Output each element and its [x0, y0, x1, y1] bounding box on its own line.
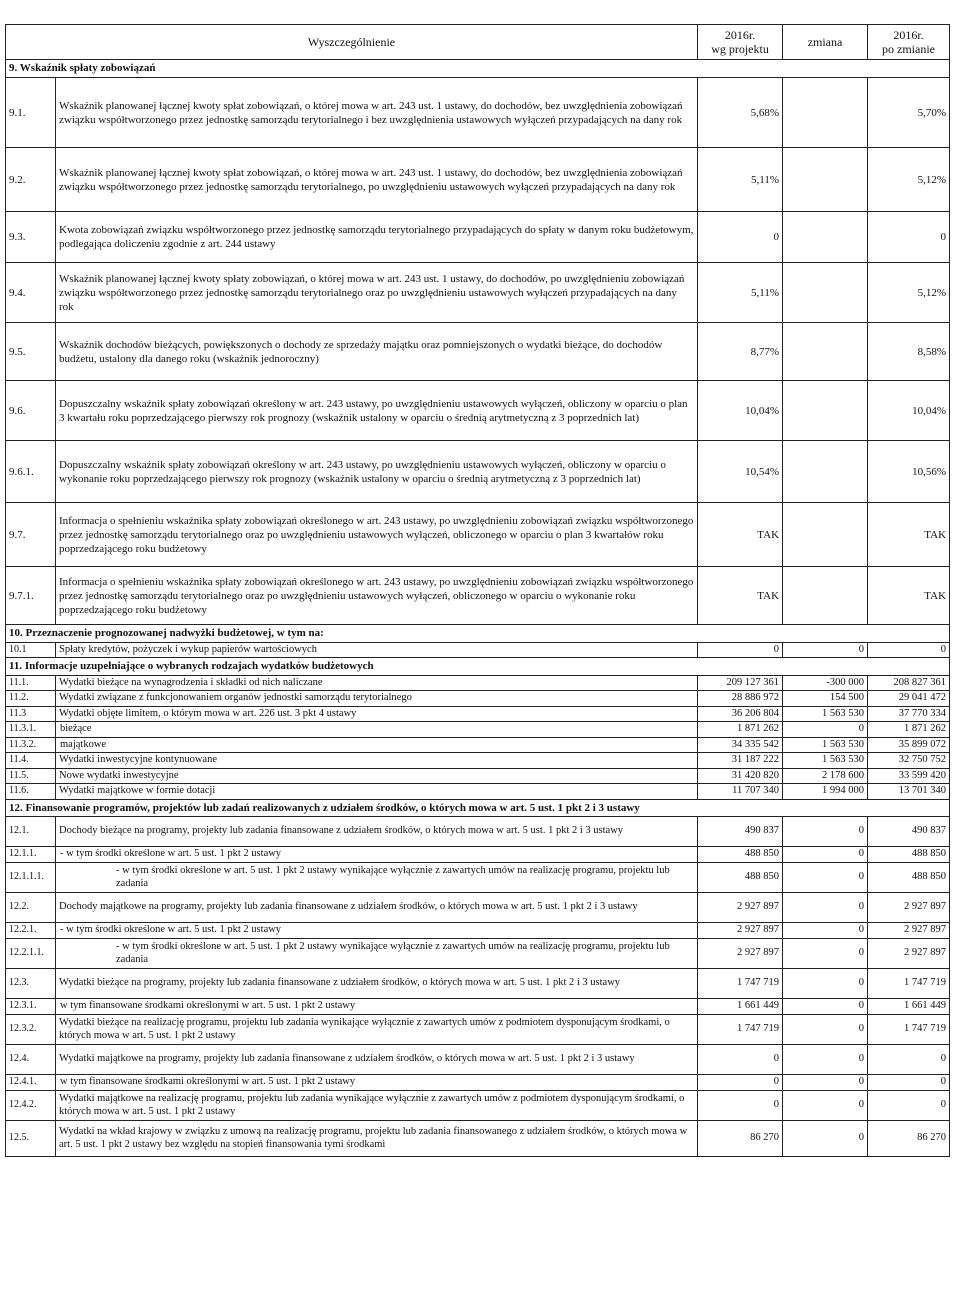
value-plan: TAK — [698, 503, 783, 567]
row-number: 12.2.1. — [6, 923, 56, 939]
header-plan: 2016r. wg projektu — [698, 25, 783, 60]
row-description: Dochody majątkowe na programy, projekty lub zadania finansowane z udziałem środków, o których mowa w art. 5 ust. 1 pkt 2 i 3 ustawy — [56, 893, 698, 923]
value-plan: 36 206 804 — [698, 706, 783, 722]
value-change: 0 — [783, 1075, 868, 1091]
value-plan: 488 850 — [698, 863, 783, 893]
row-description: bieżące — [56, 722, 698, 738]
value-change: 0 — [783, 969, 868, 999]
table-row — [6, 706, 950, 722]
row-number: 9.4. — [6, 263, 56, 323]
row-description: Informacja o spełnieniu wskaźnika spłaty zobowiązań określonego w art. 243 ustawy, po uwzględnieniu zobowiązań związku współtworzonego przez jednostkę samorządu terytorialnego oraz po uwzględnieniu ustawowych wyłączeń, obliczonego w oparciu o plan 3 kwartałów roku poprzedzającego roku budżetowy — [56, 503, 698, 567]
value-after-change: 5,12% — [868, 148, 950, 212]
value-change: 1 994 000 — [783, 784, 868, 800]
value-plan: 8,77% — [698, 323, 783, 381]
indicator-row — [6, 441, 950, 503]
row-number: 12.2. — [6, 893, 56, 923]
row-number: 12.1. — [6, 817, 56, 847]
row-description: Kwota zobowiązań związku współtworzonego przez jednostkę samorządu terytorialnego przypadających do spłaty w danym roku budżetowym, podlegająca doliczeniu zgodnie z art. 244 ustawy — [56, 212, 698, 263]
row-description: Wskaźnik planowanej łącznej kwoty spłat zobowiązań, o której mowa w art. 243 ust. 1 ustawy, do dochodów, bez uwzględnienia zobowiązań związku współtworzonego przez jednostkę samorządu terytorialnego, po uwzględnieniu ustawowych wyłączeń przypadających na dany rok — [56, 148, 698, 212]
value-change — [783, 323, 868, 381]
value-after-change: 29 041 472 — [868, 691, 950, 707]
table-row — [6, 969, 950, 999]
table-row — [6, 737, 950, 753]
value-plan: 1 871 262 — [698, 722, 783, 738]
row-number: 11.3.1. — [6, 722, 56, 738]
table-row — [6, 817, 950, 847]
row-description: Wskaźnik dochodów bieżących, powiększonych o dochody ze sprzedaży majątku oraz pomniejszonych o wydatki bieżące, do dochodów budżetu, ustalony dla danego roku (wskaźnik jednoroczny) — [56, 323, 698, 381]
section-title-row — [6, 60, 950, 78]
value-change: 0 — [783, 893, 868, 923]
row-number: 11.1. — [6, 675, 56, 691]
value-after-change: 33 599 420 — [868, 768, 950, 784]
value-after-change: 2 927 897 — [868, 893, 950, 923]
value-plan: 488 850 — [698, 847, 783, 863]
budget-indicators-sheet — [5, 24, 949, 1157]
value-after-change: 1 747 719 — [868, 969, 950, 999]
table-row — [6, 753, 950, 769]
section-title-row — [6, 799, 950, 817]
row-number: 11.3 — [6, 706, 56, 722]
value-plan: 5,68% — [698, 78, 783, 148]
value-after-change: 488 850 — [868, 863, 950, 893]
row-number: 9.7. — [6, 503, 56, 567]
row-description: Wskaźnik planowanej łącznej kwoty spłat zobowiązań, o której mowa w art. 243 ust. 1 ustawy, do dochodów, bez uwzględnienia zobowiązań związku współtworzonego przez jednostkę samorządu terytorialnego i bez uwzględnienia ustawowych wyłączeń przypadających na dany rok — [56, 78, 698, 148]
section-title-row — [6, 658, 950, 676]
value-after-change: 0 — [868, 1091, 950, 1121]
table-row — [6, 1015, 950, 1045]
value-plan: 0 — [698, 1045, 783, 1075]
row-number: 12.1.1. — [6, 847, 56, 863]
value-after-change: 0 — [868, 1045, 950, 1075]
value-change: 0 — [783, 1045, 868, 1075]
value-after-change: 10,04% — [868, 381, 950, 441]
row-number: 12.3.1. — [6, 999, 56, 1015]
row-number: 11.3.2. — [6, 737, 56, 753]
table-row — [6, 768, 950, 784]
table-row — [6, 893, 950, 923]
row-description: Spłaty kredytów, pożyczek i wykup papierów wartościowych — [56, 642, 698, 658]
header-description: Wyszczególnienie — [6, 25, 698, 60]
table-row — [6, 939, 950, 969]
value-change — [783, 567, 868, 625]
row-description: Wydatki związane z funkcjonowaniem organów jednostki samorządu terytorialnego — [56, 691, 698, 707]
row-number: 11.5. — [6, 768, 56, 784]
row-number: 12.4.2. — [6, 1091, 56, 1121]
row-description: Dochody bieżące na programy, projekty lub zadania finansowane z udziałem środków, o których mowa w art. 5 ust. 1 pkt 2 i 3 ustawy — [56, 817, 698, 847]
value-after-change: TAK — [868, 567, 950, 625]
table-row — [6, 691, 950, 707]
row-number: 9.6. — [6, 381, 56, 441]
value-change — [783, 78, 868, 148]
row-number: 12.5. — [6, 1121, 56, 1157]
value-plan: 209 127 361 — [698, 675, 783, 691]
row-description: Informacja o spełnieniu wskaźnika spłaty zobowiązań określonego w art. 243 ustawy, po uwzględnieniu zobowiązań związku współtworzonego przez jednostkę samorządu terytorialnego oraz po uwzględnieniu ustawowych wyłączeń, obliczonego w oparciu o wykonanie roku poprzedzającego roku budżetowy — [56, 567, 698, 625]
value-after-change: 5,70% — [868, 78, 950, 148]
indicator-row — [6, 212, 950, 263]
value-after-change: 86 270 — [868, 1121, 950, 1157]
row-description: - w tym środki określone w art. 5 ust. 1 pkt 2 ustawy wynikające wyłącznie z zawartych umów na realizację programu, projektu lub zadania — [56, 863, 698, 893]
table-row — [6, 675, 950, 691]
row-description: Wydatki bieżące na realizację programu, projektu lub zadania wynikające wyłącznie z zawartych umów z podmiotem dysponującym środkami, o których mowa w art. 5 ust. 1 pkt 2 ustawy — [56, 1015, 698, 1045]
table-row — [6, 999, 950, 1015]
table-row — [6, 642, 950, 658]
row-description: Wskaźnik planowanej łącznej kwoty spłaty zobowiązań, o której mowa w art. 243 ust. 1 ustawy, do dochodów, po uwzględnieniu zobowiązań związku współtworzonego przez jednostkę samorządu terytorialnego oraz po uwzględnieniu ustawowych wyłączeń przypadających na dany rok — [56, 263, 698, 323]
row-number: 11.2. — [6, 691, 56, 707]
value-change — [783, 441, 868, 503]
row-description: Wydatki majątkowe na programy, projekty lub zadania finansowane z udziałem środków, o których mowa w art. 5 ust. 1 pkt 2 i 3 ustawy — [56, 1045, 698, 1075]
value-plan: 2 927 897 — [698, 893, 783, 923]
value-plan: 10,04% — [698, 381, 783, 441]
section-title: 11. Informacje uzupełniające o wybranych rodzajach wydatków budżetowych — [6, 658, 950, 676]
row-number: 9.6.1. — [6, 441, 56, 503]
value-change: 0 — [783, 1121, 868, 1157]
value-change: 0 — [783, 923, 868, 939]
section-title: 9. Wskaźnik spłaty zobowiązań — [6, 60, 950, 78]
section-title: 12. Finansowanie programów, projektów lub zadań realizowanych z udziałem środków, o których mowa w art. 5 ust. 1 pkt 2 i 3 ustawy — [6, 799, 950, 817]
table-row — [6, 923, 950, 939]
value-after-change: 2 927 897 — [868, 923, 950, 939]
value-change: 1 563 530 — [783, 706, 868, 722]
indicator-row — [6, 381, 950, 441]
value-after-change: 0 — [868, 1075, 950, 1091]
table-row — [6, 784, 950, 800]
table-row — [6, 1075, 950, 1091]
row-number: 9.1. — [6, 78, 56, 148]
value-plan: 1 661 449 — [698, 999, 783, 1015]
row-description: Nowe wydatki inwestycyjne — [56, 768, 698, 784]
value-change: 0 — [783, 1091, 868, 1121]
row-number: 12.3. — [6, 969, 56, 999]
row-number: 10.1 — [6, 642, 56, 658]
value-after-change: 1 747 719 — [868, 1015, 950, 1045]
budget-table — [5, 24, 950, 1157]
value-plan: 490 837 — [698, 817, 783, 847]
row-description: majątkowe — [56, 737, 698, 753]
value-plan: 5,11% — [698, 263, 783, 323]
value-plan: 0 — [698, 1091, 783, 1121]
value-change: 0 — [783, 999, 868, 1015]
value-change — [783, 263, 868, 323]
row-description: w tym finansowane środkami określonymi w art. 5 ust. 1 pkt 2 ustawy — [56, 999, 698, 1015]
row-description: Dopuszczalny wskaźnik spłaty zobowiązań określony w art. 243 ustawy, po uwzględnieniu ustawowych wyłączeń, obliczony w oparciu o plan 3 kwartału roku poprzedzającego pierwszy rok prognozy (wskaźnik ustalony w oparciu o średnią arytmetyczną z 3 poprzednich lat) — [56, 381, 698, 441]
row-description: Dopuszczalny wskaźnik spłaty zobowiązań określony w art. 243 ustawy, po uwzględnieniu ustawowych wyłączeń, obliczony w oparciu o wykonanie roku poprzedzającego pierwszy rok prognozy (wskaźnik ustalony w oparciu o średnią arytmetyczną z 3 poprzednich lat) — [56, 441, 698, 503]
row-description: w tym finansowane środkami określonymi w art. 5 ust. 1 pkt 2 ustawy — [56, 1075, 698, 1091]
indicator-row — [6, 323, 950, 381]
table-row — [6, 722, 950, 738]
value-after-change: 0 — [868, 212, 950, 263]
row-description: Wydatki na wkład krajowy w związku z umową na realizację programu, projektu lub zadania finansowanego z udziałem środków, o których mowa w art. 5 ust. 1 pkt 2 ustawy bez względu na stopień finansowania tymi środkami — [56, 1121, 698, 1157]
row-description: Wydatki inwestycyjne kontynuowane — [56, 753, 698, 769]
row-number: 11.4. — [6, 753, 56, 769]
row-description: - w tym środki określone w art. 5 ust. 1 pkt 2 ustawy — [56, 923, 698, 939]
value-change: 0 — [783, 1015, 868, 1045]
row-description: Wydatki bieżące na programy, projekty lub zadania finansowane z udziałem środków, o których mowa w art. 5 ust. 1 pkt 2 i 3 ustawy — [56, 969, 698, 999]
value-change: 0 — [783, 847, 868, 863]
value-plan: 2 927 897 — [698, 939, 783, 969]
value-plan: TAK — [698, 567, 783, 625]
table-row — [6, 1121, 950, 1157]
value-after-change: 8,58% — [868, 323, 950, 381]
row-description: Wydatki bieżące na wynagrodzenia i składki od nich naliczane — [56, 675, 698, 691]
value-after-change: 32 750 752 — [868, 753, 950, 769]
table-row — [6, 847, 950, 863]
value-plan: 10,54% — [698, 441, 783, 503]
indicator-row — [6, 567, 950, 625]
value-plan: 2 927 897 — [698, 923, 783, 939]
section-title-row — [6, 625, 950, 643]
table-row — [6, 863, 950, 893]
value-after-change: 10,56% — [868, 441, 950, 503]
row-number: 9.2. — [6, 148, 56, 212]
value-plan: 0 — [698, 642, 783, 658]
row-number: 12.3.2. — [6, 1015, 56, 1045]
table-row — [6, 1045, 950, 1075]
value-change: 154 500 — [783, 691, 868, 707]
value-change: 1 563 530 — [783, 753, 868, 769]
value-change: -300 000 — [783, 675, 868, 691]
value-plan: 34 335 542 — [698, 737, 783, 753]
row-description: - w tym środki określone w art. 5 ust. 1 pkt 2 ustawy — [56, 847, 698, 863]
value-after-change: 35 899 072 — [868, 737, 950, 753]
indicator-row — [6, 78, 950, 148]
value-after-change: 488 850 — [868, 847, 950, 863]
value-plan: 11 707 340 — [698, 784, 783, 800]
value-change — [783, 503, 868, 567]
value-change: 0 — [783, 722, 868, 738]
value-plan: 0 — [698, 212, 783, 263]
value-after-change: 1 661 449 — [868, 999, 950, 1015]
value-plan: 86 270 — [698, 1121, 783, 1157]
indicator-row — [6, 263, 950, 323]
value-plan: 31 420 820 — [698, 768, 783, 784]
value-plan: 31 187 222 — [698, 753, 783, 769]
value-change: 0 — [783, 817, 868, 847]
indicator-row — [6, 503, 950, 567]
value-plan: 28 886 972 — [698, 691, 783, 707]
header-row — [6, 25, 950, 60]
row-description: Wydatki majątkowe na realizację programu, projektu lub zadania wynikające wyłącznie z zawartych umów z podmiotem dysponującym środkami, o których mowa w art. 5 ust. 1 pkt 2 ustawy — [56, 1091, 698, 1121]
value-change: 2 178 600 — [783, 768, 868, 784]
value-change — [783, 381, 868, 441]
value-change — [783, 148, 868, 212]
table-row — [6, 1091, 950, 1121]
row-number: 12.4. — [6, 1045, 56, 1075]
row-number: 12.2.1.1. — [6, 939, 56, 969]
value-change: 0 — [783, 642, 868, 658]
row-description: - w tym środki określone w art. 5 ust. 1 pkt 2 ustawy wynikające wyłącznie z zawartych umów na realizację programu, projektu lub zadania — [56, 939, 698, 969]
header-change: zmiana — [783, 25, 868, 60]
header-after-change: 2016r. po zmianie — [868, 25, 950, 60]
value-change: 1 563 530 — [783, 737, 868, 753]
indicator-row — [6, 148, 950, 212]
row-description: Wydatki objęte limitem, o którym mowa w art. 226 ust. 3 pkt 4 ustawy — [56, 706, 698, 722]
value-after-change: 0 — [868, 642, 950, 658]
row-description: Wydatki majątkowe w formie dotacji — [56, 784, 698, 800]
row-number: 11.6. — [6, 784, 56, 800]
value-after-change: 490 837 — [868, 817, 950, 847]
value-after-change: 37 770 334 — [868, 706, 950, 722]
row-number: 12.4.1. — [6, 1075, 56, 1091]
value-change: 0 — [783, 863, 868, 893]
section-title: 10. Przeznaczenie prognozowanej nadwyżki budżetowej, w tym na: — [6, 625, 950, 643]
value-after-change: 1 871 262 — [868, 722, 950, 738]
row-number: 12.1.1.1. — [6, 863, 56, 893]
value-after-change: TAK — [868, 503, 950, 567]
value-after-change: 13 701 340 — [868, 784, 950, 800]
row-number: 9.5. — [6, 323, 56, 381]
value-change — [783, 212, 868, 263]
value-plan: 1 747 719 — [698, 969, 783, 999]
row-number: 9.3. — [6, 212, 56, 263]
value-after-change: 5,12% — [868, 263, 950, 323]
value-change: 0 — [783, 939, 868, 969]
value-plan: 5,11% — [698, 148, 783, 212]
row-number: 9.7.1. — [6, 567, 56, 625]
value-plan: 1 747 719 — [698, 1015, 783, 1045]
value-after-change: 208 827 361 — [868, 675, 950, 691]
value-after-change: 2 927 897 — [868, 939, 950, 969]
value-plan: 0 — [698, 1075, 783, 1091]
